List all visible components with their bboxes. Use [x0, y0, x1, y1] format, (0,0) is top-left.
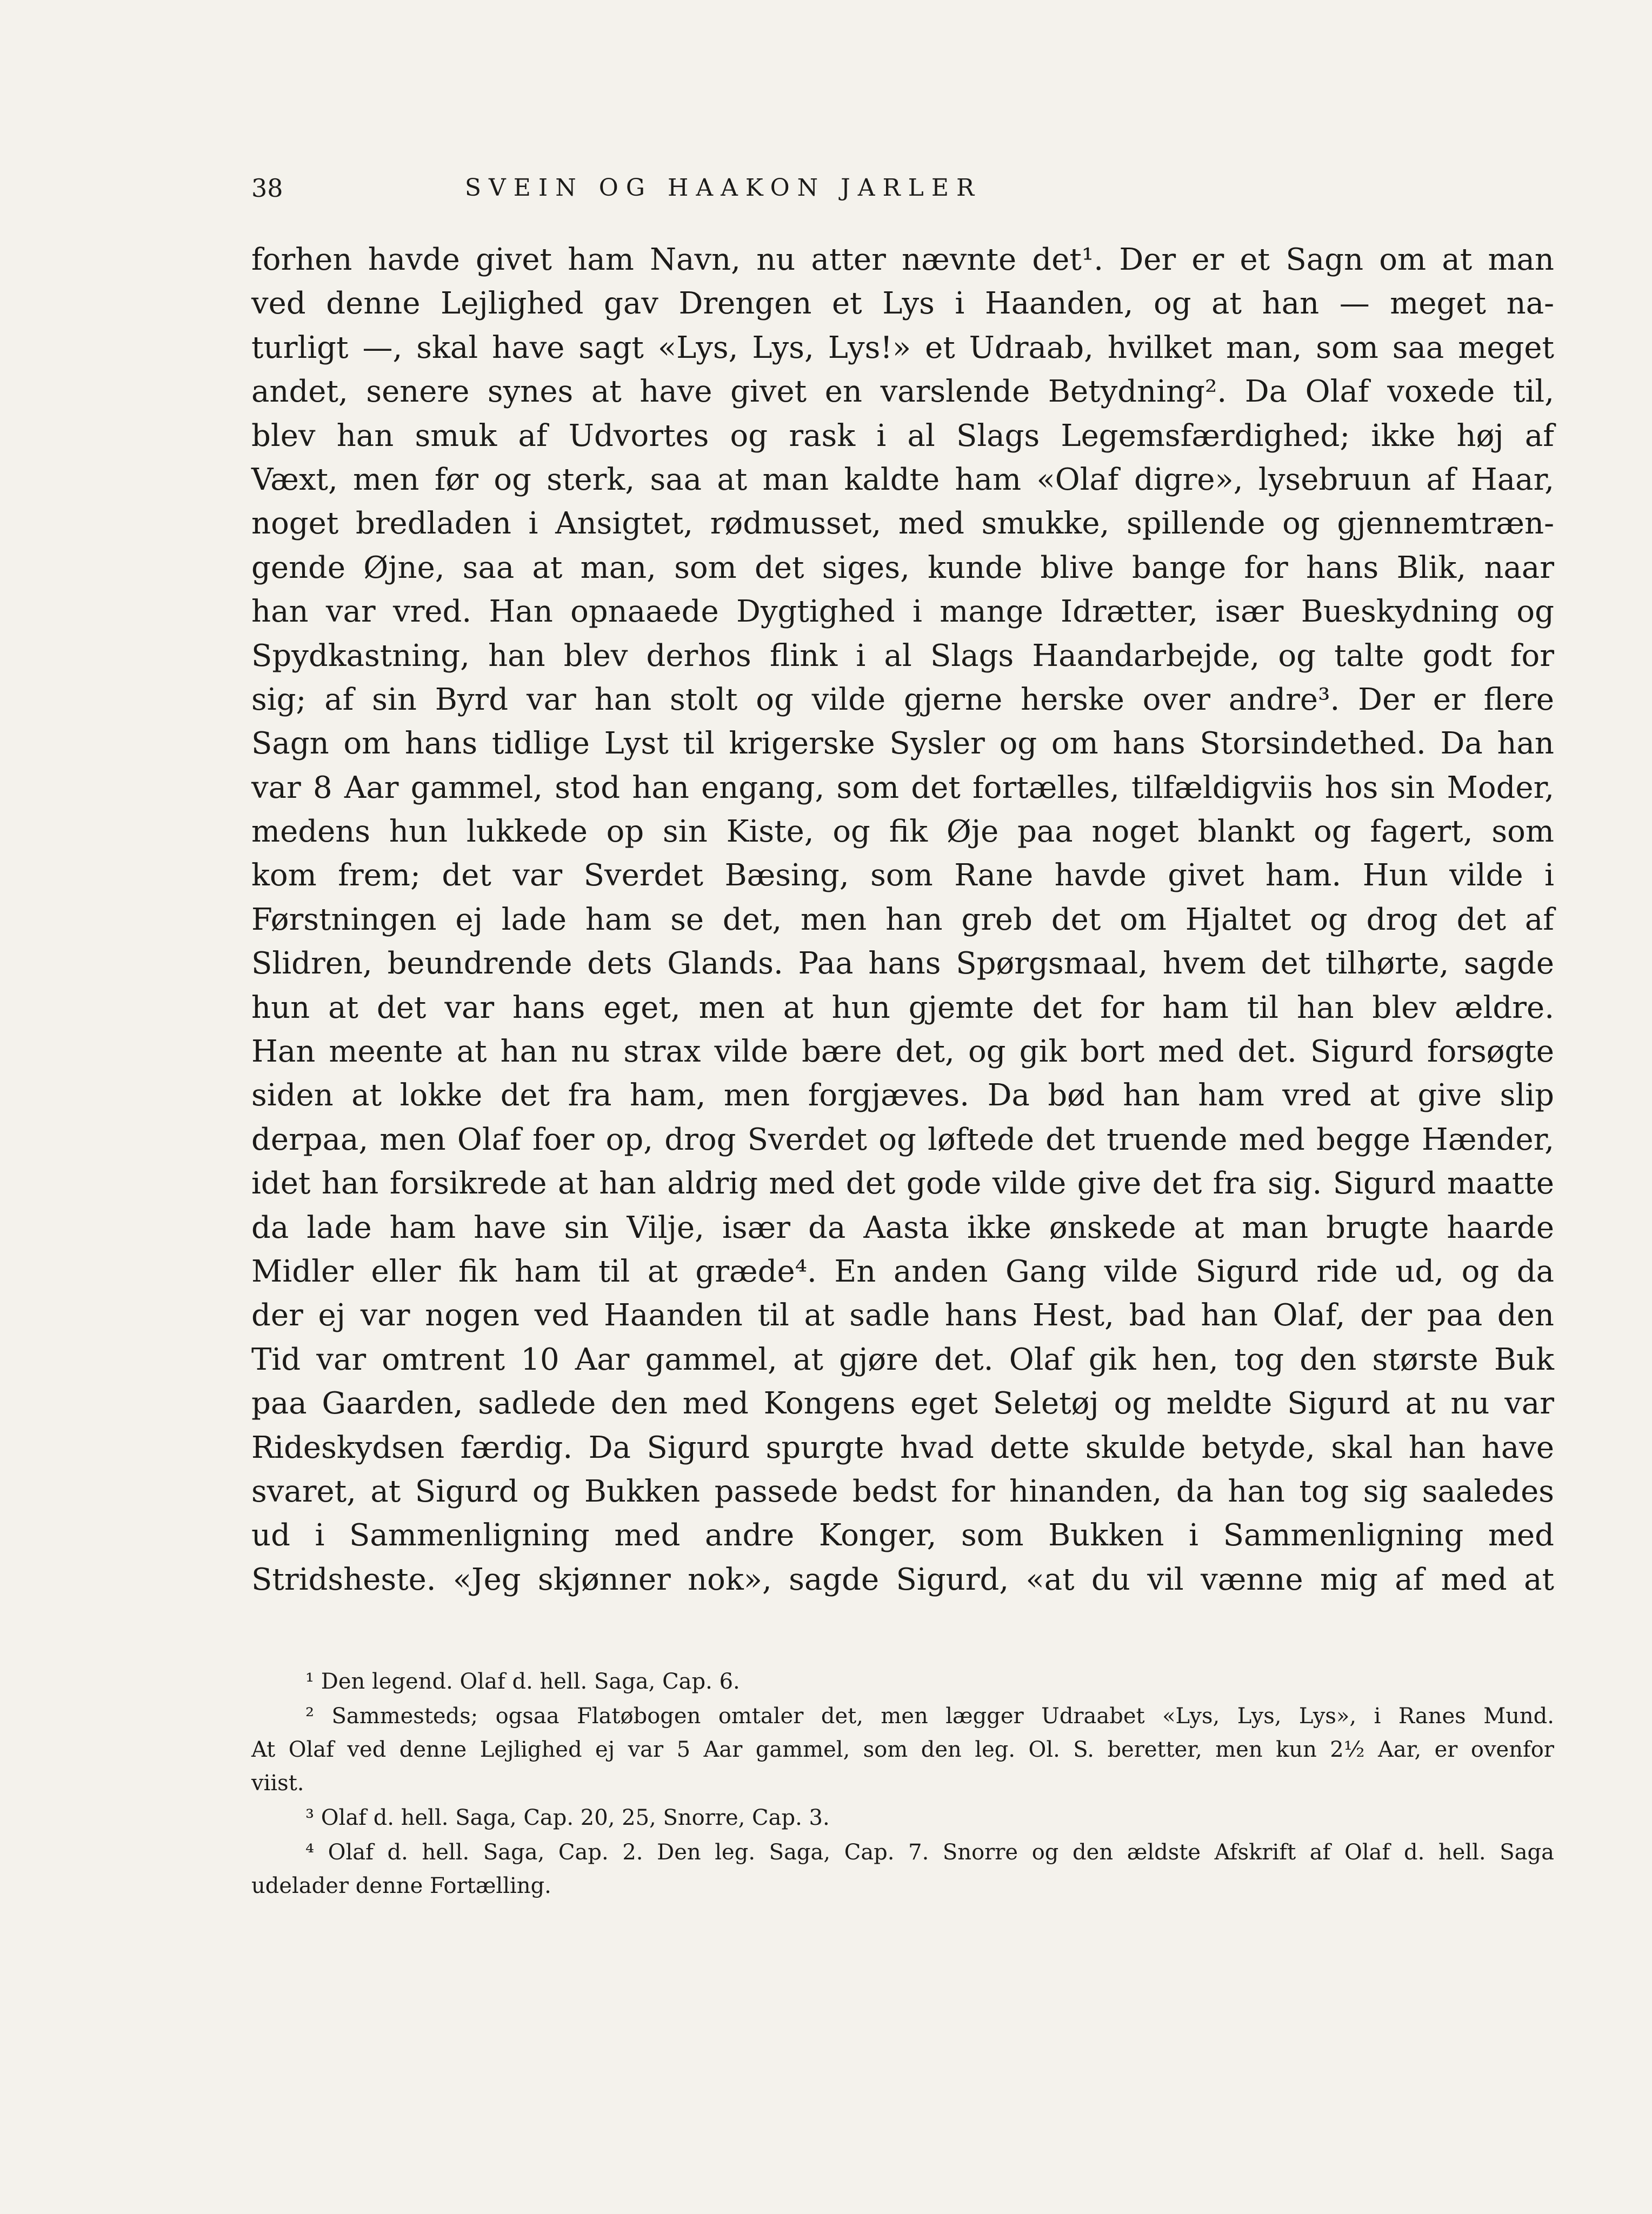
body-line: der ej var nogen ved Haanden til at sadle hans Hest, bad han Olaf, der paa den	[251, 1298, 1554, 1333]
page-number: 38	[251, 174, 283, 203]
body-text	[251, 238, 1554, 1602]
footnotes	[251, 1665, 1554, 1903]
body-line: noget bredladen i Ansigtet, rødmusset, med smukke, spillende og gjennemtræn-	[251, 506, 1554, 542]
body-line: hun at det var hans eget, men at hun gjemte det for ham til han blev ældre.	[251, 990, 1554, 1025]
body-line: Tid var omtrent 10 Aar gammel, at gjøre det. Olaf gik hen, tog den største Buk	[251, 1342, 1554, 1377]
body-line: paa Gaarden, sadlede den med Kongens eget Seletøj og meldte Sigurd at nu var	[251, 1386, 1554, 1422]
body-line: siden at lokke det fra ham, men forgjæves. Da bød han ham vred at give slip	[251, 1078, 1554, 1113]
body-line: kom frem; det var Sverdet Bæsing, som Rane havde givet ham. Hun vilde i	[251, 858, 1554, 893]
body-line: Slidren, beundrende dets Glands. Paa hans Spørgsmaal, hvem det tilhørte, sagde	[251, 946, 1554, 982]
body-line: Stridsheste. «Jeg skjønner nok», sagde Sigurd, «at du vil vænne mig af med at	[251, 1562, 1554, 1597]
body-line: svaret, at Sigurd og Bukken passede bedst for hinanden, da han tog sig saaledes	[251, 1473, 1554, 1509]
footnote-4-end: udelader denne Fortælling.	[251, 1873, 551, 1898]
page-header	[251, 172, 1180, 204]
body-line: da lade ham have sin Vilje, især da Aasta ikke ønskede at man brugte haarde	[251, 1210, 1554, 1245]
body-line: forhen havde givet ham Navn, nu atter nævnte det¹. Der er et Sagn om at man	[251, 242, 1554, 277]
body-line: idet han forsikrede at han aldrig med det gode vilde give det fra sig. Sigurd maatte	[251, 1166, 1554, 1202]
body-line: han var vred. Han opnaaede Dygtighed i mange Idrætter, især Bueskydning og	[251, 594, 1554, 630]
body-line: ud i Sammenligning med andre Konger, som Bukken i Sammenligning med	[251, 1518, 1554, 1553]
body-line: sig; af sin Byrd var han stolt og vilde gjerne herske over andre³. Der er flere	[251, 682, 1554, 717]
body-line: Han meente at han nu strax vilde bære det, og gik bort med det. Sigurd forsøgte	[251, 1034, 1554, 1070]
body-line: Rideskydsen færdig. Da Sigurd spurgte hvad dette skulde betyde, skal han have	[251, 1430, 1554, 1465]
body-line: var 8 Aar gammel, stod han engang, som det fortælles, tilfældigviis hos sin Moder,	[251, 770, 1554, 805]
body-line: Sagn om hans tidlige Lyst til krigerske Sysler og om hans Storsindethed. Da han	[251, 726, 1554, 762]
footnote-1: ¹ Den legend. Olaf d. hell. Saga, Cap. 6.	[305, 1669, 740, 1694]
footnote-2-continued: At Olaf ved denne Lejlighed ej var 5 Aar gammel, som den leg. Ol. S. beretter, men kun 2½ Aar, er ovenfor	[251, 1737, 1554, 1762]
running-title: SVEIN OG HAAKON JARLER	[464, 174, 982, 202]
body-line: turligt —, skal have sagt «Lys, Lys, Lys!» et Udraab, hvilket man, som saa meget	[251, 330, 1554, 365]
body-line: ved denne Lejlighed gav Drengen et Lys i Haanden, og at han — meget na-	[251, 286, 1554, 322]
body-line: andet, senere synes at have givet en varslende Betydning². Da Olaf voxede til,	[251, 374, 1554, 410]
body-line: derpaa, men Olaf foer op, drog Sverdet og løftede det truende med begge Hænder,	[251, 1122, 1554, 1157]
body-line: Førstningen ej lade ham se det, men han greb det om Hjaltet og drog det af	[251, 902, 1554, 937]
body-line: Væxt, men før og sterk, saa at man kaldte ham «Olaf digre», lysebruun af Haar,	[251, 462, 1554, 497]
body-line: Midler eller fik ham til at græde⁴. En anden Gang vilde Sigurd ride ud, og da	[251, 1253, 1554, 1289]
footnote-4: ⁴ Olaf d. hell. Saga, Cap. 2. Den leg. Saga, Cap. 7. Snorre og den ældste Afskrift af Olaf d. hell. Saga	[305, 1840, 1554, 1865]
body-line: blev han smuk af Udvortes og rask i al Slags Legemsfærdighed; ikke høj af	[251, 418, 1554, 454]
body-line: medens hun lukkede op sin Kiste, og fik Øje paa noget blankt og fagert, som	[251, 814, 1554, 850]
body-line: gende Øjne, saa at man, som det siges, kunde blive bange for hans Blik, naar	[251, 550, 1554, 585]
footnote-2: ² Sammesteds; ogsaa Flatøbogen omtaler det, men lægger Udraabet «Lys, Lys, Lys», i Ranes Mund.	[305, 1704, 1554, 1729]
body-line: Spydkastning, han blev derhos flink i al Slags Haandarbejde, og talte godt for	[251, 638, 1554, 673]
footnote-3: ³ Olaf d. hell. Saga, Cap. 20, 25, Snorre, Cap. 3.	[305, 1805, 830, 1830]
footnote-2-end: viist.	[251, 1771, 304, 1796]
